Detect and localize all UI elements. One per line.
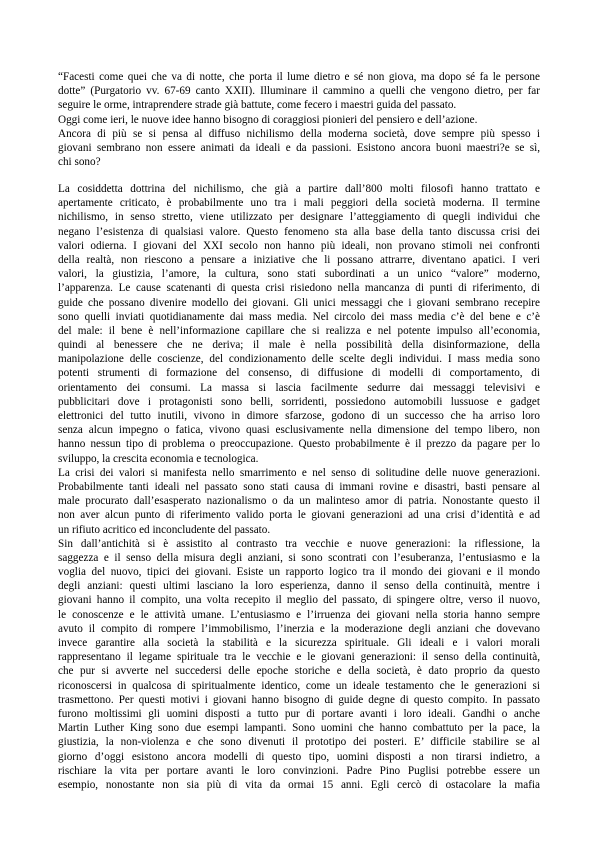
text-line: che pur si avverte nel succedersi delle epoche storiche e della società, è dato proprio da questo [58, 665, 540, 678]
text-line: negano l’esistenza di qualsiasi valore. Questo fenomeno sta alla base della tanto discussa crisi dei [58, 225, 540, 238]
text-line: La cosiddetta dottrina del nichilismo, che già a partire dall’800 molti filosofi hanno trattato e [58, 183, 540, 195]
text-line: valori odierna. I giovani del XXI secolo non hanno più ideali, non provano stimoli nei confronti [58, 239, 540, 252]
text-line: La crisi dei valori si manifesta nello smarrimento e nel senso di solitudine delle nuove generazioni. [58, 466, 540, 479]
text-line: avuto il compito di rompere l’immobilismo, l’inerzia e la moderazione degli anziani che dovevano [58, 622, 540, 635]
text-line: Probabilmente tanti ideali nel passato sono stati causa di immani rovine e disastri, basti pensare al [58, 480, 540, 493]
text-line: quindi al benessere che ne deriva; il male è nella possibilità della disinformazione, della [58, 339, 540, 352]
text-line: Ancora di più se si pensa al diffuso nichilismo della moderna società, dove sempre più spesso i [58, 127, 540, 140]
body-paragraph [58, 182, 540, 792]
text-line: chi sono? [58, 156, 101, 169]
text-line: hanno nessun tipo di problema o preoccupazione. Questo probabilmente è il prezzo da pagare per lo [58, 438, 540, 451]
text-line: rischiare la vita per portare avanti le loro convinzioni. Padre Pino Puglisi potrebbe essere un [58, 764, 540, 777]
text-line: trasmettono. Per questi motivi i giovani hanno bisogno di guide degne di questo compito. In passato [58, 693, 540, 706]
text-line: male procurato dall’esasperato nazionalismo o da un malinteso amor di patria. Nonostante questo il [58, 495, 540, 508]
text-line: riconoscersi in qualcosa di spiritualmente identico, come un ideale testamento che le generazioni si [58, 679, 540, 692]
text-line: nichilismo, in senso stretto, viene utilizzato per designare l’atteggiamento di quegli individui che [58, 211, 540, 224]
text-line: potenti strumenti di formazione del consenso, di diffusione di modelli di comportamento, di [58, 367, 540, 380]
text-line: senza alcun impegno o fatica, vivono quasi esclusivamente nella dimensione del tempo libero, non [58, 424, 540, 437]
text-line: non aver alcun punto di riferimento valido porta le giovani generazioni ad una crisi d’identità e ad [58, 509, 540, 522]
text-line: saggezza e il senso della misura degli anziani, si sono scontrati con l’esuberanza, l’entusiasmo e la [58, 551, 540, 564]
text-line: esempio, nonostante non sia più di vita da ormai 15 anni. Egli cercò di ostacolare la mafia [58, 778, 540, 791]
text-line: rappresentano il legame spirituale tra le vecchie e le giovani generazioni: il senso della continuità, [58, 651, 540, 664]
text-line: Martin Luther King sono due esempi lampanti. Sono uomini che hanno combattuto per la pace, la [58, 722, 540, 735]
text-line: furono moltissimi gli uomini disposti a tutto pur di portare avanti i loro ideali. Gandhi o anche [58, 707, 540, 720]
text-line: manipolazione delle coscienze, del condizionamento delle scelte degli individui. I mass media sono [58, 353, 540, 366]
text-line: della realtà, non riescono a pensare a iniziative che li possano attrarre, diventano apatici. I veri [58, 253, 540, 266]
text-line: apertamente criticato, è probabilmente uno tra i mali peggiori della società moderna. Il termine [58, 197, 540, 210]
text-line: voglia del nuovo, tipici dei giovani. Esiste un rapporto logico tra il mondo dei giovani e il mondo [58, 566, 540, 579]
text-line: degli anziani: questi ultimi lasciano la loro esperienza, danno il senso della continuità, mentre i [58, 580, 540, 593]
text-line: seguire le orme, intraprendere strade già battute, come fecero i maestri guida del passato. [58, 99, 457, 112]
text-line: l’apparenza. Le cause scatenanti di questa crisi risiedono nella mancanza di punti di riferimento, di [58, 282, 540, 295]
text-line: guide che possano divenire modello dei giovani. Gli unici messaggi che i giovani sembrano recepire [58, 296, 540, 309]
text-line: sviluppo, la crescita economia e tecnologica. [58, 452, 259, 465]
text-line: del male: il bene è nell’informazione capillare che si realizza e nel potente impulso all’economia, [58, 324, 540, 337]
text-line: “Facesti come quei che va di notte, che porta il lume dietro e sé non giova, ma dopo sé fa le persone [58, 71, 540, 83]
text-line: giustizia, la non-violenza e che sono divenuti il prototipo dei posteri. E’ difficile stabilire se al [58, 736, 540, 749]
text-line: Sin dall’antichità si è assistito al contrasto tra vecchie e nuove generazioni: la riflessione, la [58, 537, 540, 550]
text-line: sono quelli inviati quotidianamente dai mass media. Nel circolo dei mass media c’è del bene e c’è [58, 310, 540, 323]
text-line: dotte” (Purgatorio vv. 67-69 canto XXII). Illuminare il cammino a quelli che vengono dietro, per far [58, 85, 540, 98]
text-line: giovani sembrano non essere animati da ideali e da passioni. Esistono ancora buoni maestri?e se sì, [58, 141, 540, 154]
text-line: un rifiuto acritico ed inconcludente del passato. [58, 523, 271, 536]
text-line: giorno d’oggi esistono ancora modelli di questo tipo, uomini disposti a non tirarsi indietro, a [58, 750, 540, 763]
text-line: invece garantire alla società la stabilità e la sicurezza spirituale. Gli ideali e i valori morali [58, 637, 540, 649]
text-line: valori, la giustizia, l’amore, la cultura, sono stati subordinati a un unico “valore” moderno, [58, 268, 540, 281]
text-line: le conoscenze e le attività umane. L’entusiasmo e l’irruenza dei giovani nella storia hanno sempre [58, 608, 540, 621]
text-line: Oggi come ieri, le nuove idee hanno bisogno di coraggiosi pionieri del pensiero e dell’azione. [58, 113, 478, 126]
text-line: pubblicitari dove i protagonisti sono belli, sorridenti, possiedono automobili lussuose e gadget [58, 395, 540, 408]
text-line: elettronici del tutto inutili, vivono in dimore sfarzose, godono di un successo che ha arriso loro [58, 410, 540, 422]
text-line: orientamento dei consumi. La massa si lascia facilmente sedurre dai messaggi televisivi e [58, 381, 540, 394]
text-line: giovani hanno il compito, una volta recepito il meglio del passato, di spingere oltre, verso il nuovo, [58, 594, 540, 607]
intro-paragraph [58, 70, 540, 169]
